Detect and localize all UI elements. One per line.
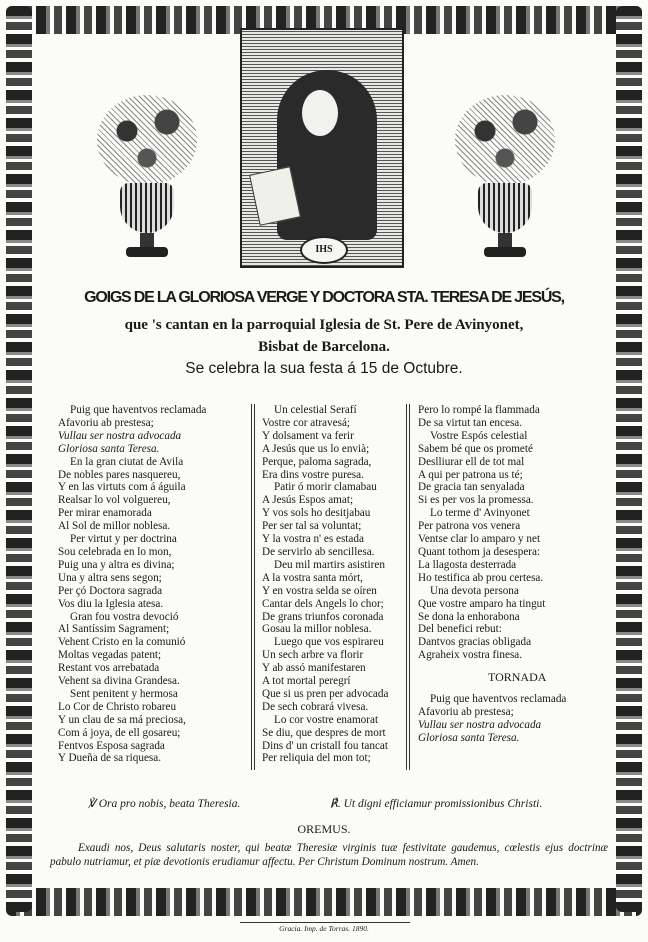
oremus-heading: OREMUS.: [297, 822, 351, 836]
verse-line: De servirlo ab sencillesa.: [262, 545, 375, 558]
saint-face: [302, 90, 338, 136]
verse-line: Y vos sols ho desitjabau: [262, 507, 371, 520]
verse-line: De sech cobrará vivesa.: [262, 700, 369, 713]
verse-line: Per reliquia del mon tot;: [262, 752, 371, 765]
verse-line: Perque, paloma sagrada,: [262, 455, 372, 468]
verse-line: Sent penitent y hermosa: [70, 687, 178, 700]
verse-line: Lo terme d' Avinyonet: [430, 507, 530, 520]
verse-line: Al Santíssim Sagrament;: [58, 623, 170, 636]
verse-line: Vostre cor atravesá;: [262, 416, 351, 429]
verse-line: De grans triunfos coronada: [262, 610, 384, 623]
verse-line: Y un clau de sa má preciosa,: [58, 713, 186, 726]
right-flower-vase: [450, 95, 560, 260]
subtitle: que 's cantan en la parroquial Iglesia de St. Pere de Avinyonet,: [124, 317, 524, 333]
verse-line: Lo cor vostre enamorat: [274, 713, 379, 726]
urn-stem: [498, 233, 512, 247]
verse-line: Y dolsament va ferir: [262, 429, 354, 442]
verse-line: La llagosta desterrada: [418, 558, 517, 571]
verse-line: Una devota persona: [430, 584, 519, 597]
verse-line: Lo Cor de Christo robareu: [58, 700, 177, 713]
column-divider: [251, 404, 255, 770]
verse-line: Gran fou vostra devoció: [70, 610, 179, 623]
verse-line: Vostre Espós celestial: [430, 429, 528, 442]
verse-line: Del benefici rebut:: [418, 623, 502, 636]
verse-line: Fentvos Esposa sagrada: [58, 739, 165, 752]
verse-line: Vullau ser nostra advocada: [58, 429, 182, 442]
verse-line: A tot mortal peregrí: [262, 675, 351, 688]
verse-line: Y la vostra n' es estada: [262, 533, 364, 546]
verse-line: Puig que haventvos reclamada: [430, 693, 567, 706]
verse-line: Vos diu la Iglesia atesa.: [58, 597, 164, 610]
verse-line: Vullau ser nostra advocada: [418, 718, 542, 731]
ihs-monogram: IHS: [300, 236, 348, 264]
verse-column-2: [262, 404, 388, 765]
diocese-line: Bisbat de Barcelona.: [258, 339, 390, 355]
verse-line: Al Sol de millor noblesa.: [58, 520, 171, 533]
imprint-rule: [240, 922, 410, 923]
page-title: GOIGS DE LA GLORIOSA VERGE Y DOCTORA STA. TERESA DE JESÚS,: [84, 289, 564, 306]
verse-line: Era dins vostre puresa.: [262, 468, 364, 481]
verse-column-3: [418, 404, 566, 745]
urn-foot: [126, 247, 168, 257]
saint-teresa-engraving: [240, 28, 404, 268]
verse-line: Se diu, que despres de mort: [262, 726, 386, 739]
verse-line: Sou celebrada en lo mon,: [58, 545, 172, 558]
feast-date: Se celebra la sua festa á 15 de Octubre.: [185, 360, 463, 377]
flowers-icon: [455, 95, 555, 185]
versicle: ℣ Ora pro nobis, beata Theresia.: [88, 798, 241, 810]
urn-stem: [140, 233, 154, 247]
flowers-icon: [97, 95, 197, 185]
verse-line: Sabem bé que os prometé: [418, 442, 533, 455]
prayer-text: Exaudi nos, Deus salutaris noster, qui beatæ Theresiæ virginis tuæ festivitate gaudemus, cœlestis ejus doctrinæ pabulo nutriamur, et piæ devotionis erudiamur affectu. Per Christum Dominum nostrum. Amen.: [50, 842, 608, 868]
verse-line: Deslliurar ell de tot mal: [418, 455, 525, 468]
urn-foot: [484, 247, 526, 257]
verse-line: Afavoriu ab prestesa;: [58, 416, 154, 429]
verse-line: Y ab assó manifestaren: [262, 662, 366, 675]
verse-line: Se dona la enhorabona: [418, 610, 520, 623]
verse-line: A qui per patrona us té;: [418, 468, 523, 481]
right-ornamental-border: [616, 6, 642, 912]
verse-line: Luego que vos espirareu: [274, 636, 384, 649]
verse-line: Moltas vegadas patent;: [58, 649, 162, 662]
verse-line: Deu mil martirs asistiren: [274, 558, 385, 571]
section-heading: TORNADA: [487, 670, 547, 685]
verse-line: Que si us pren per advocada: [262, 687, 389, 700]
verse-line: De sa virtut tan encesa.: [418, 416, 523, 429]
verse-line: Gosau la millor noblesa.: [262, 623, 372, 636]
verse-line: Agraheix vostra finesa.: [418, 649, 523, 662]
verse-line: A Jesús que us lo envià;: [262, 442, 370, 455]
verse-line: Vehent sa divina Grandesa.: [58, 675, 180, 688]
verse-line: Una y altra sens segon;: [58, 571, 162, 584]
verse-line: En la gran ciutat de Avila: [70, 455, 184, 468]
verse-line: Si es per vos la promessa.: [418, 494, 534, 507]
verse-line: Realsar lo vol volguereu,: [58, 494, 171, 507]
verse-line: Gloriosa santa Teresa.: [418, 731, 520, 744]
verse-line: Dins d' un cristall fou tancat: [262, 739, 388, 752]
verse-line: Ho testifica ab prou certesa.: [418, 571, 544, 584]
verse-line: Quant tothom ja desespera:: [418, 545, 541, 558]
verse-line: Restant vos arrebatada: [58, 662, 160, 675]
verse-line: Per mirar enamorada: [58, 507, 152, 520]
verse-line: A Jesús Espos amat;: [262, 494, 354, 507]
verse-line: De nobles pares nasquereu,: [58, 468, 181, 481]
verse-line: Y en las virtuts com á águila: [58, 481, 186, 494]
verse-line: A la vostra santa mórt,: [262, 571, 363, 584]
verse-line: Y en vostra selda se oíren: [262, 584, 377, 597]
verse-line: Un sech arbre va florir: [262, 649, 364, 662]
verse-line: De gracia tan senyalada: [418, 481, 525, 494]
verse-line: Com á joya, de ell gosareu;: [58, 726, 181, 739]
urn: [478, 183, 532, 233]
verse-line: Dantvos gracias obligada: [418, 636, 532, 649]
response: ℟. Ut digni efficiamur promissionibus Christi.: [330, 798, 543, 810]
verse-line: Y Dueña de sa riquesa.: [58, 752, 162, 765]
verse-line: Ventse clar lo amparo y net: [418, 533, 541, 546]
verse-line: Que vostre amparo ha tingut: [418, 597, 546, 610]
verse-line: Per patrona vos venera: [418, 520, 521, 533]
column-divider: [406, 404, 410, 770]
verse-line: Per virtut y per doctrina: [70, 533, 177, 546]
urn: [120, 183, 174, 233]
verse-line: Per çó Doctora sagrada: [58, 584, 163, 597]
verse-line: Gloriosa santa Teresa.: [58, 442, 160, 455]
verse-column-1: [58, 404, 206, 765]
verse-line: Patir ó morir clamabau: [274, 481, 377, 494]
bottom-ornamental-border: [6, 888, 642, 916]
verse-line: Afavoriu ab prestesa;: [418, 705, 514, 718]
verse-line: Un celestial Serafí: [274, 404, 357, 416]
verse-line: Puig que haventvos reclamada: [70, 404, 207, 416]
left-ornamental-border: [6, 6, 32, 912]
verse-line: Cantar dels Angels lo chor;: [262, 597, 384, 610]
left-flower-vase: [92, 95, 202, 260]
verse-line: Vehent Cristo en la comunió: [58, 636, 186, 649]
printer-imprint: Gracia. Imp. de Torras. 1890.: [279, 924, 369, 933]
verse-line: Puig una y altra es divina;: [58, 558, 175, 571]
verse-line: Pero lo rompé la flammada: [418, 404, 540, 416]
verse-line: Per ser tal sa voluntat;: [262, 520, 362, 533]
